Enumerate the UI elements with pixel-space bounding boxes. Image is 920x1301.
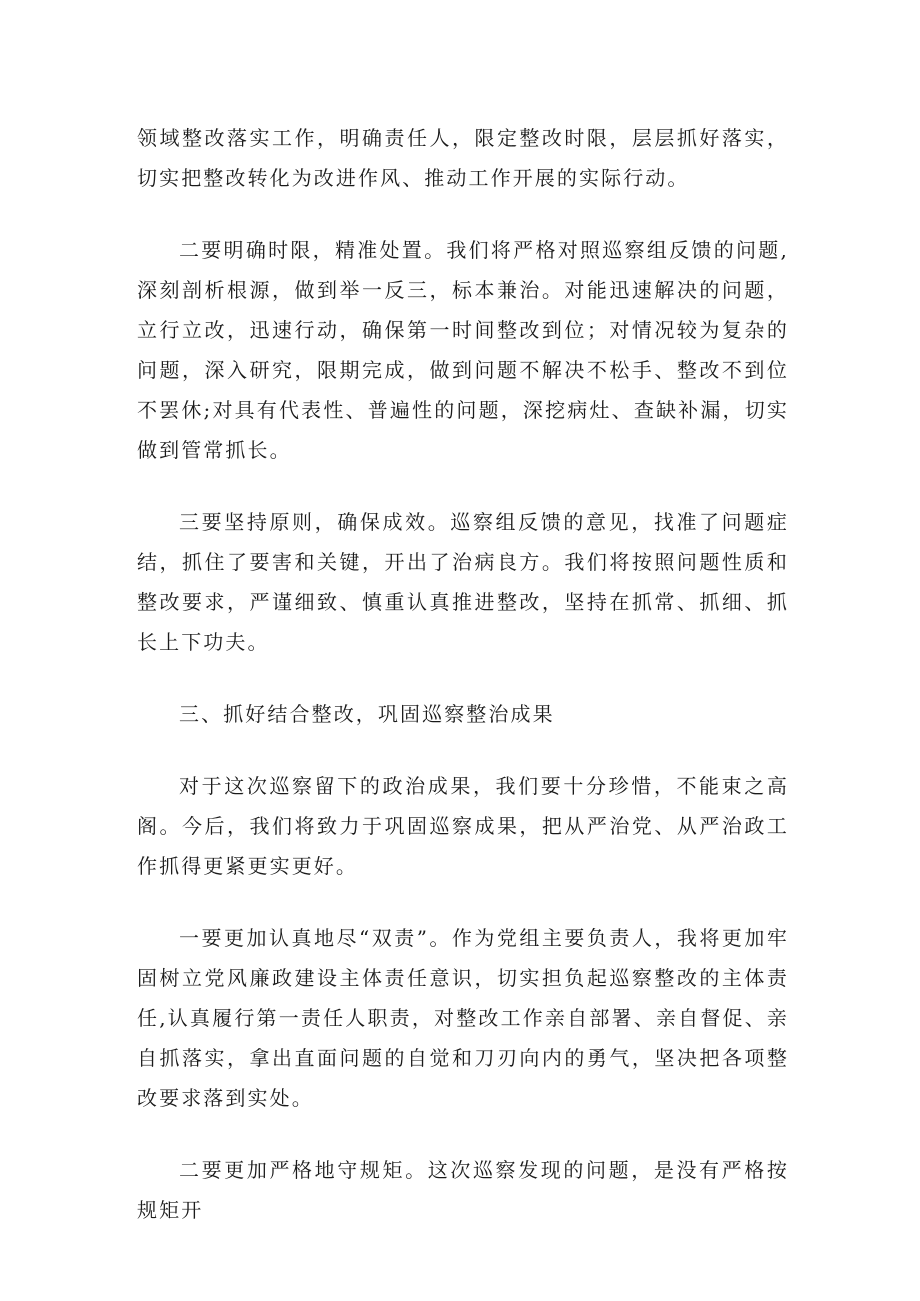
document-body bbox=[137, 118, 789, 1262]
paragraph-clear-deadlines: 二要明确时限，精准处置。我们将严格对照巡察组反馈的问题,深刻剖析根源，做到举一反三，标本兼治。对能迅速解决的问题，立行立改，迅速行动，确保第一时间整改到位；对情况较为复杂的问题，深入研究，限期完成，做到问题不解决不松手、整改不到位不罢休;对具有代表性、普遍性的问题，深挖病灶、查缺补漏，切实做到管常抓长。 bbox=[137, 238, 789, 462]
paragraph-consolidate-results: 对于这次巡察留下的政治成果，我们要十分珍惜，不能束之高阁。今后，我们将致力于巩固巡察成果，把从严治党、从严治政工作抓得更紧更实更好。 bbox=[137, 774, 789, 878]
section-heading: 三、抓好结合整改，巩固巡察整治成果 bbox=[179, 702, 555, 726]
paragraph-adhere-principles: 三要坚持原则，确保成效。巡察组反馈的意见，找准了问题症结，抓住了要害和关键，开出了治病良方。我们将按照问题性质和整改要求，严谨细致、慎重认真推进整改，坚持在抓常、抓细、抓长上下功夫。 bbox=[137, 510, 789, 654]
paragraph-continuation: 领域整改落实工作，明确责任人，限定整改时限，层层抓好落实，切实把整改转化为改进作风、推动工作开展的实际行动。 bbox=[137, 126, 789, 190]
paragraph-dual-responsibility: 一要更加认真地尽“双责”。作为党组主要负责人，我将更加牢固树立党风廉政建设主体责任意识，切实担负起巡察整改的主体责任,认真履行第一责任人职责，对整改工作亲自部署、亲自督促、亲自抓落实，拿出直面问题的自觉和刀刃向内的勇气，坚决把各项整改要求落到实处。 bbox=[137, 926, 789, 1110]
paragraph-follow-rules: 二要更加严格地守规矩。这次巡察发现的问题，是没有严格按规矩开 bbox=[137, 1158, 789, 1222]
